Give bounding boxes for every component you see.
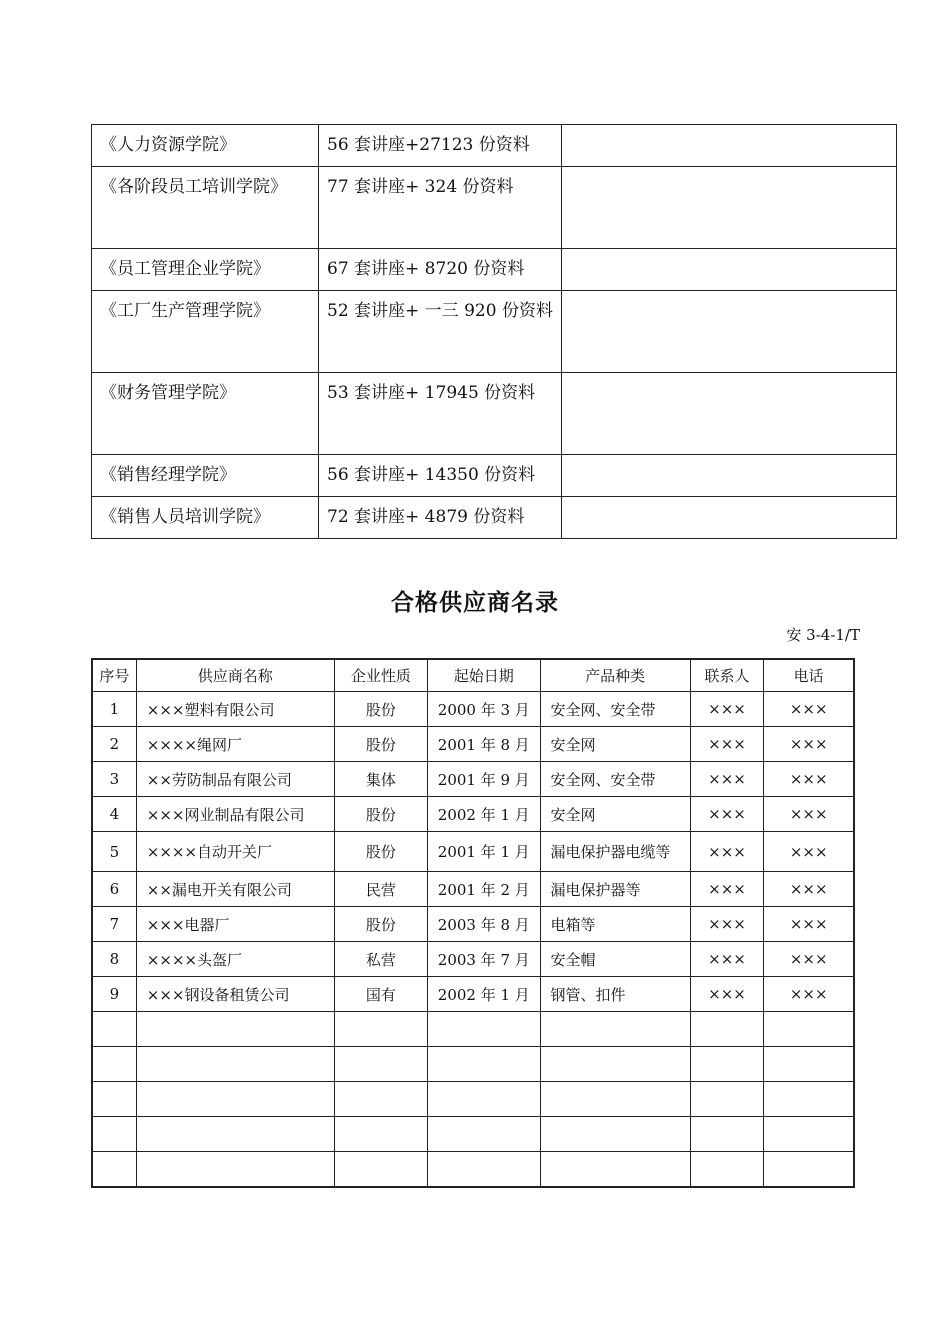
empty-row [92,1012,854,1047]
contact-cell: ××× [690,832,764,872]
supplier-row [92,977,854,1012]
catalog-content-cell: 52 套讲座+ 一三 920 份资料 [319,291,562,373]
empty-row [92,1082,854,1117]
empty-cell [92,1117,136,1152]
index-cell: 3 [92,762,136,797]
empty-cell [334,1117,427,1152]
catalog-content-cell: 53 套讲座+ 17945 份资料 [319,373,562,455]
supplier-name-cell: ××××绳网厂 [136,727,334,762]
supplier-row [92,907,854,942]
catalog-note-cell [562,497,897,539]
supplier-row [92,832,854,872]
start-date-cell: 2002 年 1 月 [428,797,540,832]
product-type-cell: 漏电保护器等 [540,872,690,907]
catalog-content-cell: 77 套讲座+ 324 份资料 [319,167,562,249]
product-type-cell: 电箱等 [540,907,690,942]
index-cell: 9 [92,977,136,1012]
catalog-name-cell: 《人力资源学院》 [92,125,319,167]
empty-cell [334,1012,427,1047]
enterprise-type-cell: 私营 [334,942,427,977]
supplier-name-cell: ×××电器厂 [136,907,334,942]
supplier-name-cell: ××漏电开关有限公司 [136,872,334,907]
catalog-content-cell: 72 套讲座+ 4879 份资料 [319,497,562,539]
contact-cell: ××× [690,872,764,907]
supplier-body [92,692,854,1188]
empty-cell [334,1082,427,1117]
catalog-note-cell [562,167,897,249]
header-supplier-name: 供应商名称 [136,659,334,692]
empty-cell [764,1082,854,1117]
catalog-body [92,125,897,539]
catalog-name-cell: 《销售人员培训学院》 [92,497,319,539]
catalog-name-cell: 《工厂生产管理学院》 [92,291,319,373]
product-type-cell: 安全网 [540,797,690,832]
supplier-name-cell: ×××钢设备租赁公司 [136,977,334,1012]
empty-cell [92,1047,136,1082]
product-type-cell: 漏电保护器电缆等 [540,832,690,872]
enterprise-type-cell: 国有 [334,977,427,1012]
start-date-cell: 2003 年 7 月 [428,942,540,977]
contact-cell: ××× [690,762,764,797]
empty-cell [690,1012,764,1047]
product-type-cell: 安全网、安全带 [540,762,690,797]
header-phone: 电话 [764,659,854,692]
index-cell: 2 [92,727,136,762]
product-type-cell: 安全网 [540,727,690,762]
empty-cell [136,1012,334,1047]
header-index: 序号 [92,659,136,692]
contact-cell: ××× [690,942,764,977]
empty-cell [428,1082,540,1117]
empty-cell [92,1012,136,1047]
header-product-type: 产品种类 [540,659,690,692]
phone-cell: ××× [764,692,854,727]
product-type-cell: 安全网、安全带 [540,692,690,727]
catalog-note-cell [562,249,897,291]
catalog-row [92,455,897,497]
empty-cell [92,1082,136,1117]
start-date-cell: 2001 年 9 月 [428,762,540,797]
empty-cell [136,1117,334,1152]
empty-cell [136,1047,334,1082]
catalog-row [92,373,897,455]
empty-cell [334,1047,427,1082]
catalog-row [92,167,897,249]
catalog-note-cell [562,373,897,455]
catalog-row [92,125,897,167]
empty-cell [540,1012,690,1047]
index-cell: 1 [92,692,136,727]
empty-cell [764,1152,854,1188]
enterprise-type-cell: 股份 [334,692,427,727]
index-cell: 7 [92,907,136,942]
phone-cell: ××× [764,872,854,907]
supplier-name-cell: ×××塑料有限公司 [136,692,334,727]
supplier-table [91,658,855,1188]
empty-cell [690,1047,764,1082]
supplier-name-cell: ××××头盔厂 [136,942,334,977]
empty-cell [764,1117,854,1152]
index-cell: 5 [92,832,136,872]
empty-cell [136,1082,334,1117]
catalog-note-cell [562,125,897,167]
enterprise-type-cell: 集体 [334,762,427,797]
enterprise-type-cell: 民营 [334,872,427,907]
header-contact: 联系人 [690,659,764,692]
index-cell: 4 [92,797,136,832]
empty-cell [690,1117,764,1152]
contact-cell: ××× [690,977,764,1012]
index-cell: 8 [92,942,136,977]
start-date-cell: 2001 年 8 月 [428,727,540,762]
supplier-name-cell: ××××自动开关厂 [136,832,334,872]
empty-cell [92,1152,136,1188]
phone-cell: ××× [764,797,854,832]
empty-cell [690,1152,764,1188]
catalog-content-cell: 56 套讲座+ 14350 份资料 [319,455,562,497]
start-date-cell: 2000 年 3 月 [428,692,540,727]
empty-cell [540,1117,690,1152]
supplier-name-cell: ××劳防制品有限公司 [136,762,334,797]
catalog-row [92,249,897,291]
empty-cell [540,1047,690,1082]
phone-cell: ××× [764,727,854,762]
empty-cell [764,1047,854,1082]
catalog-content-cell: 56 套讲座+27123 份资料 [319,125,562,167]
enterprise-type-cell: 股份 [334,797,427,832]
product-type-cell: 钢管、扣件 [540,977,690,1012]
contact-cell: ××× [690,727,764,762]
header-start-date: 起始日期 [428,659,540,692]
supplier-row [92,797,854,832]
empty-cell [334,1152,427,1188]
product-type-cell: 安全帽 [540,942,690,977]
empty-cell [764,1012,854,1047]
contact-cell: ××× [690,692,764,727]
enterprise-type-cell: 股份 [334,727,427,762]
phone-cell: ××× [764,942,854,977]
catalog-table [91,124,897,539]
phone-cell: ××× [764,762,854,797]
catalog-row [92,497,897,539]
phone-cell: ××× [764,832,854,872]
catalog-name-cell: 《各阶段员工培训学院》 [92,167,319,249]
catalog-note-cell [562,291,897,373]
empty-cell [428,1117,540,1152]
start-date-cell: 2002 年 1 月 [428,977,540,1012]
header-enterprise-type: 企业性质 [334,659,427,692]
enterprise-type-cell: 股份 [334,832,427,872]
start-date-cell: 2001 年 2 月 [428,872,540,907]
empty-row [92,1152,854,1188]
supplier-row [92,942,854,977]
phone-cell: ××× [764,977,854,1012]
supplier-header-row [92,659,854,692]
supplier-row [92,872,854,907]
catalog-note-cell [562,455,897,497]
supplier-name-cell: ×××网业制品有限公司 [136,797,334,832]
empty-cell [690,1082,764,1117]
catalog-name-cell: 《财务管理学院》 [92,373,319,455]
catalog-content-cell: 67 套讲座+ 8720 份资料 [319,249,562,291]
empty-row [92,1047,854,1082]
page-title: 合格供应商名录 [391,590,559,616]
catalog-row [92,291,897,373]
empty-cell [136,1152,334,1188]
supplier-row [92,692,854,727]
empty-cell [540,1082,690,1117]
start-date-cell: 2001 年 1 月 [428,832,540,872]
phone-cell: ××× [764,907,854,942]
catalog-name-cell: 《销售经理学院》 [92,455,319,497]
catalog-name-cell: 《员工管理企业学院》 [92,249,319,291]
empty-cell [540,1152,690,1188]
contact-cell: ××× [690,797,764,832]
supplier-row [92,727,854,762]
empty-row [92,1117,854,1152]
enterprise-type-cell: 股份 [334,907,427,942]
form-code: 安 3-4-1/T [786,626,860,644]
empty-cell [428,1047,540,1082]
index-cell: 6 [92,872,136,907]
empty-cell [428,1012,540,1047]
start-date-cell: 2003 年 8 月 [428,907,540,942]
empty-cell [428,1152,540,1188]
supplier-row [92,762,854,797]
contact-cell: ××× [690,907,764,942]
